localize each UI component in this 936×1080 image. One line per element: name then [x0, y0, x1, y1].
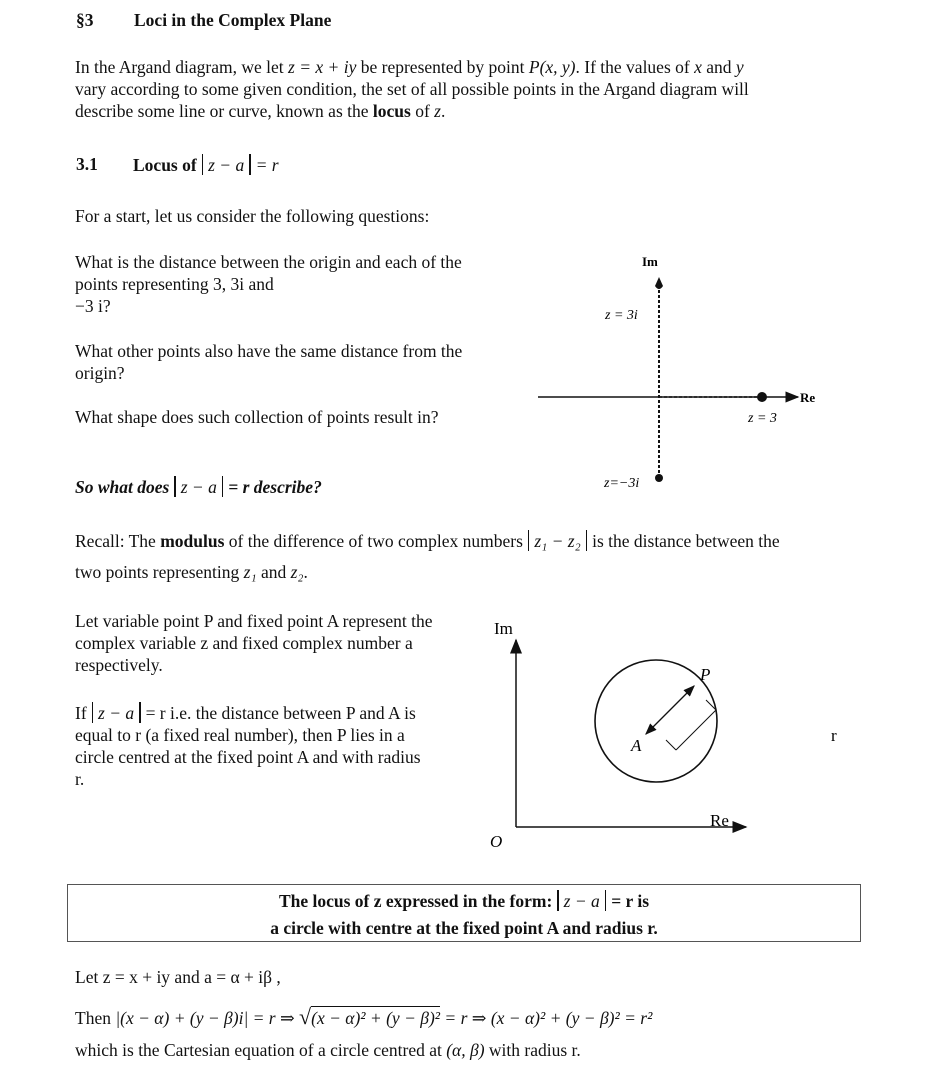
intro-paragraph — [75, 56, 865, 122]
question-line: What other points also have the same distance from the — [75, 341, 463, 361]
derivation-text: Then — [75, 1008, 111, 1028]
recall-z1: z₁ — [243, 562, 257, 582]
explanation-paragraph-1 — [75, 610, 475, 676]
result-text: The locus of z expressed in the form: — [278, 891, 553, 911]
explanation-line — [75, 702, 475, 724]
derivation-expr: = r ⇒ (x − α)² + (y − β)² = r² — [444, 1008, 653, 1028]
recall-text: and — [260, 562, 287, 582]
intro-line-2: vary according to some given condition, the set of all possible points in the Argand diagram will — [75, 79, 749, 99]
circle-locus-diagram — [480, 612, 860, 852]
derivation-text: with radius r. — [488, 1040, 581, 1060]
im-label: Im — [494, 619, 513, 638]
point-a-label: A — [631, 736, 642, 755]
so-text: So what does — [75, 477, 170, 497]
derivation-text: which is the Cartesian equation of a circle centred at — [75, 1040, 442, 1060]
explanation-text: If — [75, 703, 87, 723]
derivation-line-3 — [75, 1040, 581, 1061]
section-title: Loci in the Complex Plane — [134, 10, 332, 30]
modulus-keyword: modulus — [160, 531, 225, 551]
derivation-sqrt-expr: (x − α)² + (y − β)² — [311, 1008, 441, 1028]
recall-text: is the distance between the — [592, 531, 780, 551]
explanation-expr: z − a — [98, 703, 135, 723]
intro-var-z: z — [434, 101, 441, 121]
locus-result-box — [67, 884, 861, 942]
label-3i: z = 3i — [605, 308, 638, 323]
question-1 — [75, 251, 515, 317]
intro-text: and — [706, 57, 732, 77]
intro-text: of — [415, 101, 430, 121]
explanation-line: equal to r (a fixed real number), then P lies in a — [75, 725, 405, 745]
intro-point: P(x, y) — [528, 57, 576, 77]
radius-label: r — [831, 726, 837, 745]
explanation-line: complex variable z and fixed complex number a — [75, 633, 413, 653]
explanation-line: circle centred at the fixed point A and with radius — [75, 747, 421, 767]
section-number: §3 — [76, 10, 94, 30]
intro-text: . If the values of — [575, 57, 690, 77]
re-label: Re — [800, 390, 816, 405]
locus-keyword: locus — [372, 101, 411, 121]
intro-text: be represented by point — [360, 57, 525, 77]
explanation-text: = r i.e. the distance between P and A is — [145, 703, 416, 723]
question-line: −3 i? — [75, 296, 111, 316]
intro-equation: z = x + iy — [288, 57, 357, 77]
locus-circle — [595, 660, 717, 782]
questions-lead: For a start, let us consider the following questions: — [75, 206, 430, 226]
label-3: z = 3 — [748, 411, 777, 426]
recall-text: two points representing — [75, 562, 240, 582]
recall-line-2 — [75, 562, 308, 583]
subsection-expr: z − a — [208, 155, 245, 175]
argand-diagram-points — [530, 245, 830, 515]
subsection-expr: = r — [255, 155, 279, 175]
explanation-line: Let variable point P and fixed point A represent the — [75, 611, 433, 631]
intro-line-3: describe some line or curve, known as the locus of z. — [75, 101, 446, 121]
subsection-title — [133, 154, 279, 176]
intro-text: describe some line or curve, known as the — [75, 101, 369, 121]
radius-brace — [666, 700, 716, 750]
result-expr: z − a — [563, 891, 600, 911]
subsection-title-text: Locus of — [133, 155, 197, 175]
origin-label: O — [490, 832, 503, 851]
question-line: origin? — [75, 363, 125, 383]
point-p-label: P — [700, 665, 711, 684]
point-neg3i-icon — [655, 474, 663, 482]
result-line-2: a circle with centre at the fixed point A and radius r. — [270, 918, 658, 938]
intro-line-1 — [75, 56, 865, 78]
label-neg3i: z=−3i — [604, 476, 640, 491]
question-line: What is the distance between the origin and each of the — [75, 252, 462, 272]
so-expr: z − a — [180, 477, 217, 497]
recall-line-1 — [75, 530, 875, 552]
point-3-icon — [757, 392, 767, 402]
intro-var-x: x — [694, 57, 702, 77]
question-2 — [75, 340, 515, 384]
recall-text: . — [303, 562, 308, 582]
question-3: What shape does such collection of points result in? — [75, 407, 439, 427]
result-text: = r is — [611, 891, 650, 911]
sqrt-icon: √ — [299, 1004, 312, 1029]
recall-text: Recall: The — [75, 531, 156, 551]
radius-arrow — [646, 686, 694, 734]
im-label: Im — [642, 254, 658, 269]
explanation-paragraph-2 — [75, 702, 475, 790]
derivation-line-1: Let z = x + iy and a = α + iβ , — [75, 967, 281, 987]
explanation-line: respectively. — [75, 655, 163, 675]
result-line-1 — [68, 888, 860, 915]
derivation-expr: |(x − α) + (y − β)i| = r ⇒ — [115, 1008, 295, 1028]
intro-var-y: y — [735, 57, 744, 77]
so-expr: = r — [228, 477, 250, 497]
recall-expr: z₁ − z₂ — [534, 531, 581, 551]
so-text: describe? — [253, 477, 322, 497]
intro-text: In the Argand diagram, we let — [75, 57, 284, 77]
so-question — [75, 476, 322, 498]
point-3i-icon — [655, 277, 663, 289]
recall-text: of the difference of two complex numbers — [228, 531, 523, 551]
derivation-line-2 — [75, 1004, 652, 1030]
re-label: Re — [710, 811, 729, 830]
subsection-number: 3.1 — [76, 154, 98, 174]
recall-z2: z₂ — [290, 562, 304, 582]
explanation-line: r. — [75, 769, 85, 789]
derivation-point: (α, β) — [446, 1040, 485, 1060]
question-line: points representing 3, 3i and — [75, 274, 274, 294]
